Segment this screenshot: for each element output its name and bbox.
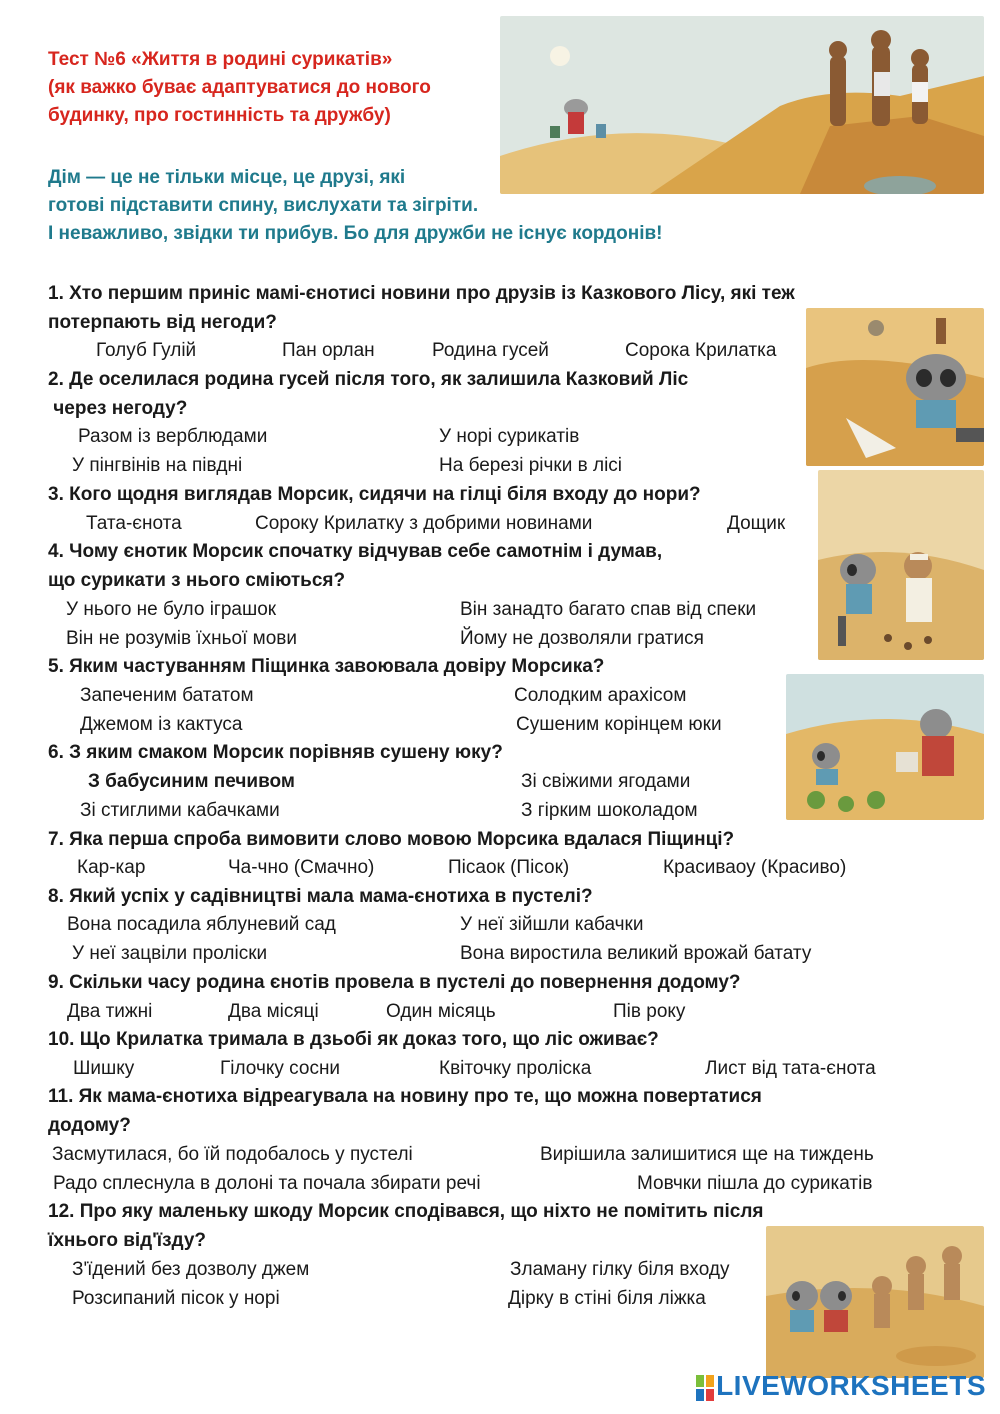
question-3 xyxy=(48,480,701,509)
question-6 xyxy=(48,738,503,767)
q8-option-3[interactable]: У неї зацвіли проліски xyxy=(72,943,268,964)
q7-option-2[interactable]: Ча-чно (Смачно) xyxy=(228,857,375,878)
test-title xyxy=(48,46,431,130)
q11-option-1[interactable]: Засмутилася, бо їй подобалось у пустелі xyxy=(52,1144,413,1165)
q12-option-4[interactable]: Дірку в стіні біля ліжка xyxy=(508,1288,706,1309)
question-4-line-1: 4. Чому єнотик Морсик спочатку відчував себе самотнім і думав, xyxy=(48,541,663,562)
q5-option-4[interactable]: Сушеним корінцем юки xyxy=(516,714,722,735)
q3-option-1[interactable]: Тата-єнота xyxy=(86,513,182,534)
question-2-line-2: через негоду? xyxy=(48,398,188,419)
q12-option-1[interactable]: З'їдений без дозволу джем xyxy=(72,1259,310,1280)
q9-option-2[interactable]: Два місяці xyxy=(228,1001,319,1022)
question-5-line-1: 5. Яким частуванням Піщинка завоювала довіру Морсика? xyxy=(48,656,605,677)
q4-option-3[interactable]: Він не розумів їхньої мови xyxy=(66,628,297,649)
motto-line-1: Дім — це не тільки місце, це друзі, які xyxy=(48,167,406,188)
q1-option-1[interactable]: Голуб Гулій xyxy=(96,340,197,361)
q2-option-1[interactable]: Разом із верблюдами xyxy=(78,426,268,447)
question-9-line-1: 9. Скільки часу родина єнотів провела в пустелі до повернення додому? xyxy=(48,972,741,993)
question-11-line-2: додому? xyxy=(48,1115,131,1136)
q10-option-1[interactable]: Шишку xyxy=(73,1058,135,1079)
q11-option-3[interactable]: Радо сплеснула в долоні та почала збирати речі xyxy=(53,1173,481,1194)
q4-option-1[interactable]: У нього не було іграшок xyxy=(66,599,277,620)
question-5 xyxy=(48,652,604,681)
q2-option-3[interactable]: У пінгвінів на півдні xyxy=(72,455,243,476)
q8-option-1[interactable]: Вона посадила яблуневий сад xyxy=(67,914,336,935)
title-line-3: будинку, про гостинність та дружбу) xyxy=(48,105,391,126)
question-6-line-1: 6. З яким смаком Морсик порівняв сушену юку? xyxy=(48,742,503,763)
illustration-garden xyxy=(786,674,984,820)
q7-option-4[interactable]: Красиваоу (Красиво) xyxy=(663,857,847,878)
question-7-line-1: 7. Яка перша спроба вимовити слово мовою Морсика вдалася Піщинці? xyxy=(48,829,735,850)
q9-option-4[interactable]: Пів року xyxy=(613,1001,686,1022)
q5-option-1[interactable]: Запеченим бататом xyxy=(80,685,254,706)
q8-option-4[interactable]: Вона виростила великий врожай батату xyxy=(460,943,812,964)
q1-option-4[interactable]: Сорока Крилатка xyxy=(625,340,777,361)
q3-option-2[interactable]: Сороку Крилатку з добрими новинами xyxy=(255,513,593,534)
question-4-line-2: що сурикати з нього сміються? xyxy=(48,570,346,591)
q2-option-4[interactable]: На березі річки в лісі xyxy=(439,455,623,476)
q6-option-4[interactable]: З гірким шоколадом xyxy=(521,800,698,821)
q10-option-4[interactable]: Лист від тата-єнота xyxy=(705,1058,876,1079)
question-12-line-1: 12. Про яку маленьку шкоду Морсик сподівався, що ніхто не помітить після xyxy=(48,1201,764,1222)
illustration-raccoon-sad xyxy=(806,308,984,466)
q12-option-2[interactable]: Зламану гілку біля входу xyxy=(510,1259,730,1280)
motto-line-3: І неважливо, звідки ти прибув. Бо для дружби не існує кордонів! xyxy=(48,223,663,244)
q10-option-3[interactable]: Квіточку проліска xyxy=(439,1058,592,1079)
q10-option-2[interactable]: Гілочку сосни xyxy=(220,1058,341,1079)
q5-option-2[interactable]: Солодким арахісом xyxy=(514,685,687,706)
motto-line-2: готові підставити спину, вислухати та зігріти. xyxy=(48,195,479,216)
question-8-line-1: 8. Який успіх у садівництві мала мама-єнотиха в пустелі? xyxy=(48,886,593,907)
question-8 xyxy=(48,882,593,911)
question-4 xyxy=(48,537,662,595)
q4-option-2[interactable]: Він занадто багато спав від спеки xyxy=(460,599,757,620)
illustration-raccoon-meerkat xyxy=(818,470,984,660)
q11-option-4[interactable]: Мовчки пішла до сурикатів xyxy=(637,1173,873,1194)
q7-option-3[interactable]: Пісаок (Пісок) xyxy=(448,857,570,878)
q1-option-2[interactable]: Пан орлан xyxy=(282,340,375,361)
q6-option-1[interactable]: З бабусиним печивом xyxy=(88,771,295,792)
question-10 xyxy=(48,1025,659,1054)
q4-option-4[interactable]: Йому не дозволяли гратися xyxy=(460,628,704,649)
question-11 xyxy=(48,1082,762,1140)
question-1-line-2: потерпають від негоди? xyxy=(48,312,277,333)
question-11-line-1: 11. Як мама-єнотиха відреагувала на новину про те, що можна повертатися xyxy=(48,1086,762,1107)
question-3-line-1: 3. Кого щодня виглядав Морсик, сидячи на гілці біля входу до нори? xyxy=(48,484,701,505)
question-1 xyxy=(48,279,795,337)
q1-option-3[interactable]: Родина гусей xyxy=(432,340,549,361)
q9-option-3[interactable]: Один місяць xyxy=(386,1001,496,1022)
q6-option-3[interactable]: Зі стиглими кабачками xyxy=(80,800,280,821)
title-line-1: Тест №6 «Життя в родині сурикатів» xyxy=(48,49,393,70)
question-12 xyxy=(48,1197,764,1255)
illustration-friends xyxy=(766,1226,984,1378)
q5-option-3[interactable]: Джемом із кактуса xyxy=(80,714,243,735)
title-line-2: (як важко буває адаптуватися до нового xyxy=(48,77,431,98)
q12-option-3[interactable]: Розсипаний пісок у норі xyxy=(72,1288,280,1309)
question-10-line-1: 10. Що Крилатка тримала в дзьобі як доказ того, що ліс оживає? xyxy=(48,1029,659,1050)
liveworksheets-brand[interactable] xyxy=(696,1370,986,1402)
question-7 xyxy=(48,825,734,854)
q9-option-1[interactable]: Два тижні xyxy=(67,1001,153,1022)
q8-option-2[interactable]: У неї зійшли кабачки xyxy=(460,914,644,935)
question-12-line-2: їхнього від'їзду? xyxy=(48,1230,207,1251)
header-illustration xyxy=(500,16,984,194)
brand-text: LIVEWORKSHEETS xyxy=(716,1370,986,1401)
question-2 xyxy=(48,365,688,423)
q2-option-2[interactable]: У норі сурикатів xyxy=(439,426,580,447)
q7-option-1[interactable]: Кар-кар xyxy=(77,857,146,878)
q3-option-3[interactable]: Дощик xyxy=(727,513,786,534)
question-2-line-1: 2. Де оселилася родина гусей після того, як залишила Казковий Ліс xyxy=(48,369,689,390)
q6-option-2[interactable]: Зі свіжими ягодами xyxy=(521,771,691,792)
question-1-line-1: 1. Хто першим приніс мамі-єнотисі новини про друзів із Казкового Лісу, які теж xyxy=(48,283,795,304)
q11-option-2[interactable]: Вирішила залишитися ще на тиждень xyxy=(540,1144,874,1165)
question-9 xyxy=(48,968,741,997)
liveworksheets-logo-icon xyxy=(696,1375,714,1401)
